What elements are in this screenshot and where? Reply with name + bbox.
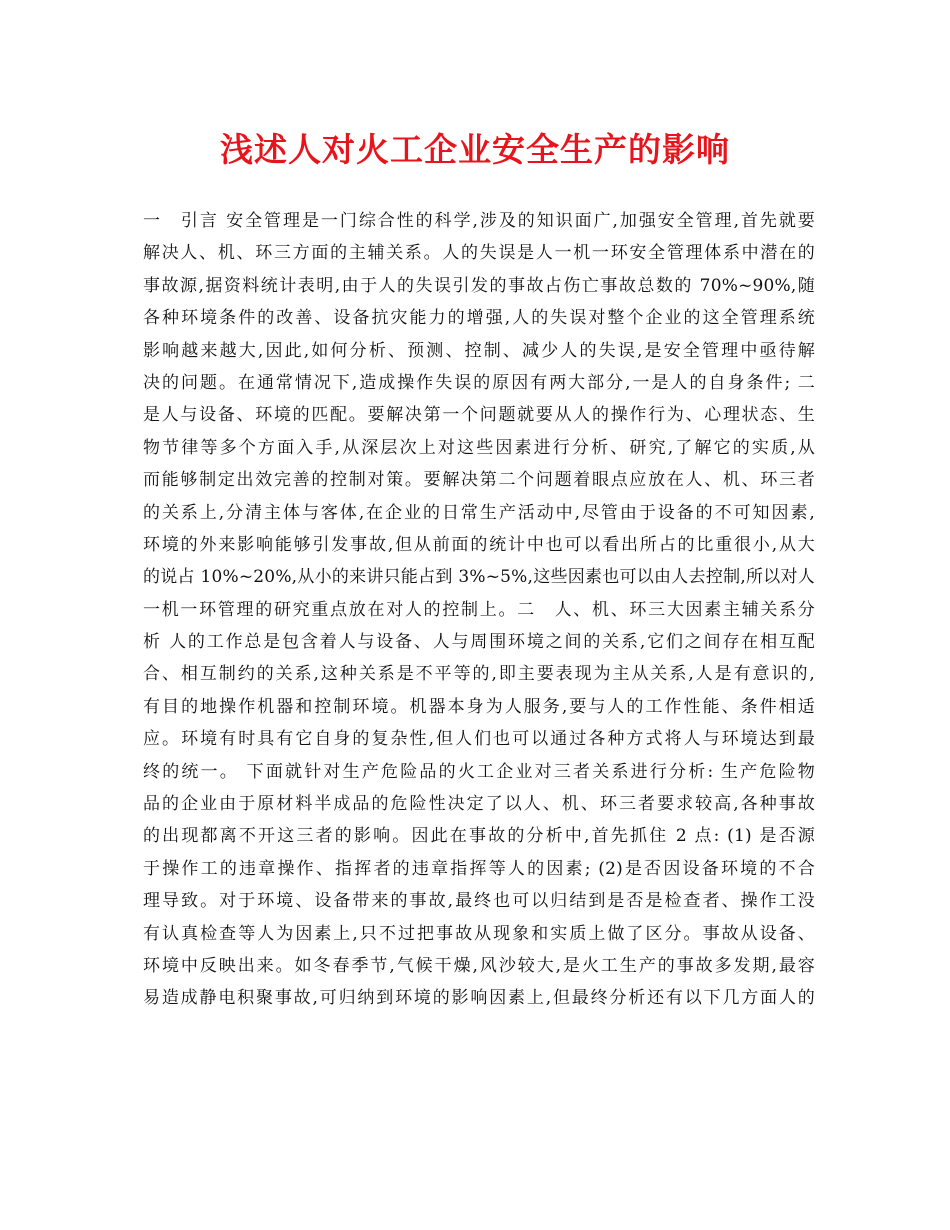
body-line: 终的统一。 下面就针对生产危险品的火工企业对三者关系进行分析: 生产危险物: [143, 761, 815, 782]
body-line: 影响越来越大,因此,如何分析、预测、控制、减少人的失误,是安全管理中亟待解: [143, 340, 815, 361]
body-line: 析 人的工作总是包含着人与设备、人与周围环境之间的关系,它们之间存在相互配: [143, 632, 815, 653]
document-body: [143, 205, 815, 1015]
body-line: 的关系上,分清主体与客体,在企业的日常生产活动中,尽管由于设备的不可知因素,: [143, 502, 815, 523]
body-line: 是人与设备、环境的匹配。要解决第一个问题就要从人的操作行为、心理状态、生: [143, 405, 815, 426]
body-line: 理导致。对于环境、设备带来的事故,最终也可以归结到是否是检查者、操作工没: [143, 891, 815, 912]
body-line: 有目的地操作机器和控制环境。机器本身为人服务,要与人的工作性能、条件相适: [143, 696, 815, 717]
body-line: 各种环境条件的改善、设备抗灾能力的增强,人的失误对整个企业的这全管理系统: [143, 308, 815, 329]
body-line: 事故源,据资料统计表明,由于人的失误引发的事故占伤亡事故总数的 70%~90%,随: [143, 275, 815, 296]
body-line: 而能够制定出效完善的控制对策。要解决第二个问题着眼点应放在人、机、环三者: [143, 470, 815, 491]
body-line: 的说占 10%~20%,从小的来讲只能占到 3%~5%,这些因素也可以由人去控制,所以对人: [143, 567, 815, 588]
body-line: 解决人、机、环三方面的主辅关系。人的失误是人一机一环安全管理体系中潜在的: [143, 243, 815, 264]
body-line: 决的问题。在通常情况下,造成操作失误的原因有两大部分,一是人的自身条件; 二: [143, 372, 815, 393]
body-line: 有认真检查等人为因素上,只不过把事故从现象和实质上做了区分。事故从设备、: [143, 923, 815, 944]
body-line: 环境的外来影响能够引发事故,但从前面的统计中也可以看出所占的比重很小,从大: [143, 534, 815, 555]
body-line: 于操作工的违章操作、指挥者的违章指挥等人的因素; (2)是否因设备环境的不合: [143, 858, 815, 879]
body-line: 的出现都离不开这三者的影响。因此在事故的分析中,首先抓住 2 点: (1) 是否源: [143, 826, 815, 847]
body-line: 环境中反映出来。如冬春季节,气候干燥,风沙较大,是火工生产的事故多发期,最容: [143, 955, 815, 976]
document-title: 浅述人对火工企业安全生产的影响: [220, 130, 730, 169]
body-line: 一 引言 安全管理是一门综合性的科学,涉及的知识面广,加强安全管理,首先就要: [143, 211, 815, 231]
body-line: 易造成静电积聚事故,可归纳到环境的影响因素上,但最终分析还有以下几方面人的: [143, 988, 815, 1009]
body-line: 合、相互制约的关系,这种关系是不平等的,即主要表现为主从关系,人是有意识的,: [143, 664, 815, 685]
body-line: 品的企业由于原材料半成品的危险性决定了以人、机、环三者要求较高,各种事故: [143, 794, 815, 815]
body-line: 应。环境有时具有它自身的复杂性,但人们也可以通过各种方式将人与环境达到最: [143, 729, 815, 750]
body-line: 一机一环管理的研究重点放在对人的控制上。二 人、机、环三大因素主辅关系分: [143, 599, 815, 620]
body-line: 物节律等多个方面入手,从深层次上对这些因素进行分析、研究,了解它的实质,从: [143, 437, 815, 458]
